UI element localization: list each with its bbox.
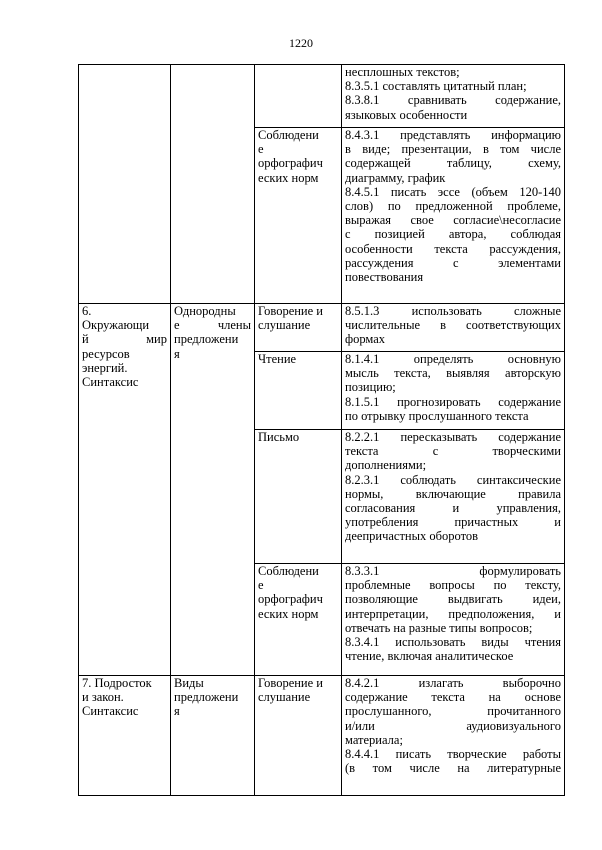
- objectives-cell: [342, 564, 565, 676]
- cell-text-line: Окружающи: [82, 318, 150, 333]
- cell-text-line: предложени: [174, 690, 239, 705]
- cell-text-line: слушание: [258, 318, 311, 333]
- cell-text-line: Синтаксис: [82, 375, 139, 390]
- cell-text-line: мысль текста, выявляя авторскую: [345, 366, 561, 381]
- cell-text-line: я: [174, 704, 180, 719]
- objectives-cell: [342, 65, 565, 128]
- cell-text-line: с позицией автора, соблюдая: [345, 227, 561, 242]
- cell-text-line: 8.1.4.1 определять основную: [345, 352, 561, 366]
- cell-text-line: чтение, включая аналитическое: [345, 649, 514, 664]
- cell-text-line: согласования и управления,: [345, 501, 561, 516]
- curriculum-table: [78, 64, 565, 796]
- cell-text-line: Однородны: [174, 304, 236, 318]
- cell-text-line: 8.3.4.1 использовать виды чтения: [345, 635, 561, 650]
- skill-cell: [255, 430, 342, 564]
- cell-text-line: 8.3.3.1 формулировать: [345, 564, 561, 578]
- cell-text-line: е члены: [174, 318, 251, 333]
- skill-cell: [255, 304, 342, 352]
- cell-text-line: содержащей таблицу, схему,: [345, 156, 561, 171]
- cell-text-line: Соблюдени: [258, 564, 319, 578]
- objectives-cell: [342, 304, 565, 352]
- cell-text-line: е: [258, 142, 264, 157]
- cell-text-line: формах: [345, 332, 386, 347]
- skill-cell: [255, 564, 342, 676]
- cell-text-line: выражая свое согласие\несогласие: [345, 213, 561, 228]
- cell-text-line: позицию;: [345, 380, 396, 395]
- cell-text-line: по отрывку прослушанного текста: [345, 408, 529, 423]
- cell-text-line: диаграмму, график: [345, 170, 446, 185]
- topic-cell: [79, 676, 171, 796]
- cell-text-line: отвечать на разные типы вопросов;: [345, 620, 533, 635]
- cell-text-line: 8.4.4.1 писать творческие работы: [345, 747, 561, 762]
- table-row: [79, 304, 565, 352]
- objectives-cell: [342, 676, 565, 796]
- cell-text-line: проблемные вопросы по тексту,: [345, 578, 561, 593]
- cell-text-line: 8.2.3.1 соблюдать синтаксические: [345, 472, 561, 487]
- cell-text-line: нормы, включающие правила: [345, 486, 561, 501]
- cell-text-line: Письмо: [258, 430, 300, 444]
- cell-text-line: несплошных текстов;: [345, 65, 460, 79]
- cell-text-line: повествования: [345, 270, 424, 285]
- objectives-cell: [342, 430, 565, 564]
- cell-text-line: й мир: [82, 332, 167, 347]
- topic-cell: [79, 65, 171, 304]
- objectives-cell: [342, 352, 565, 430]
- cell-text-line: 8.5.1.3 использовать сложные: [345, 304, 561, 318]
- cell-text-line: орфографич: [258, 156, 323, 171]
- cell-text-line: 6.: [82, 304, 92, 318]
- theme-cell: [171, 304, 255, 676]
- cell-text-line: числительные в соответствующих: [345, 318, 561, 333]
- cell-text-line: и/или аудиовизуального: [345, 718, 561, 733]
- cell-text-line: энергий.: [82, 360, 128, 375]
- cell-text-line: Чтение: [258, 352, 297, 366]
- cell-text-line: содержание текста на основе: [345, 690, 561, 705]
- cell-text-line: 8.4.2.1 излагать выборочно: [345, 676, 561, 690]
- cell-text-line: 7. Подросток: [82, 676, 152, 690]
- cell-text-line: 8.3.8.1 сравнивать содержание,: [345, 93, 561, 108]
- cell-text-line: е: [258, 578, 264, 593]
- cell-text-line: (в том числе на литературные: [345, 761, 561, 776]
- cell-text-line: Синтаксис: [82, 704, 139, 719]
- table-row: [79, 65, 565, 128]
- cell-text-line: Говорение и: [258, 676, 323, 690]
- cell-text-line: предложени: [174, 332, 239, 347]
- cell-text-line: рассуждения с элементами: [345, 255, 561, 270]
- cell-text-line: в виде; презентации, в том числе: [345, 142, 561, 157]
- cell-text-line: Соблюдени: [258, 128, 319, 142]
- skill-cell: [255, 65, 342, 128]
- cell-text-line: еских норм: [258, 606, 319, 621]
- topic-cell: [79, 304, 171, 676]
- cell-text-line: орфографич: [258, 592, 323, 607]
- cell-text-line: языковых особенности: [345, 107, 468, 122]
- cell-text-line: 8.4.3.1 представлять информацию: [345, 128, 561, 142]
- cell-text-line: слушание: [258, 690, 311, 705]
- cell-text-line: деепричастных оборотов: [345, 529, 479, 544]
- cell-text-line: интерпретации, предположения, и: [345, 606, 561, 621]
- cell-text-line: прослушанного, прочитанного: [345, 704, 561, 719]
- cell-text-line: 8.2.2.1 пересказывать содержание: [345, 430, 561, 444]
- cell-text-line: употребления причастных и: [345, 515, 561, 530]
- cell-text-line: я: [174, 346, 180, 361]
- cell-text-line: 8.1.5.1 прогнозировать содержание: [345, 394, 561, 409]
- skill-cell: [255, 676, 342, 796]
- objectives-cell: [342, 128, 565, 304]
- cell-text-line: дополнениями;: [345, 458, 427, 473]
- table-row: [79, 676, 565, 796]
- cell-text-line: 8.4.5.1 писать эссе (объем 120-140: [345, 184, 561, 199]
- cell-text-line: особенности текста рассуждения,: [345, 241, 561, 256]
- skill-cell: [255, 128, 342, 304]
- cell-text-line: еских норм: [258, 170, 319, 185]
- skill-cell: [255, 352, 342, 430]
- cell-text-line: ресурсов: [82, 346, 130, 361]
- cell-text-line: текста с творческими: [345, 444, 561, 459]
- theme-cell: [171, 65, 255, 304]
- cell-text-line: Виды: [174, 676, 204, 690]
- cell-text-line: материала;: [345, 732, 403, 747]
- cell-text-line: 8.3.5.1 составлять цитатный план;: [345, 79, 527, 94]
- cell-text-line: и закон.: [82, 690, 124, 705]
- cell-text-line: слов) по предложенной проблеме,: [345, 199, 561, 214]
- cell-text-line: Говорение и: [258, 304, 323, 318]
- page-number: 1220: [289, 36, 313, 50]
- theme-cell: [171, 676, 255, 796]
- cell-text-line: позволяющие выдвигать идеи,: [345, 592, 561, 607]
